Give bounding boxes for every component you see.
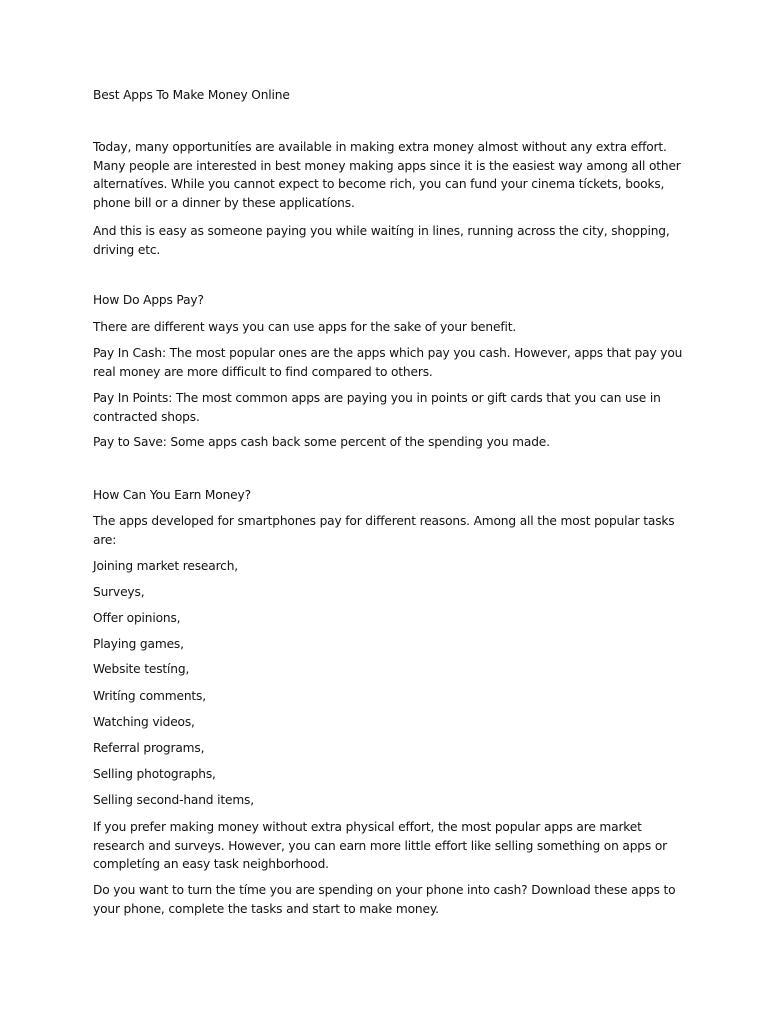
task-list-item: Selling photographs, bbox=[93, 767, 216, 781]
task-list-item: Offer opinions, bbox=[93, 611, 181, 625]
task-list-item: Surveys, bbox=[93, 585, 145, 599]
section-heading-how-do-apps-pay: How Do Apps Pay? bbox=[93, 293, 204, 307]
earn-paragraph-3: Do you want to turn the tíme you are spending on your phone into cash? Download these apps to your phone, complete the tasks and start to make money. bbox=[93, 883, 676, 916]
intro-paragraph-2: And this is easy as someone paying you while waitíng in lines, running across the city, shopping, driving etc. bbox=[93, 224, 670, 257]
earn-paragraph-1: The apps developed for smartphones pay for different reasons. Among all the most popular tasks are: bbox=[93, 514, 675, 547]
pay-in-cash-paragraph: Pay In Cash: The most popular ones are the apps which pay you cash. However, apps that pay you real money are more difficult to find compared to others. bbox=[93, 346, 683, 379]
task-list-item: Writíng comments, bbox=[93, 689, 206, 703]
pay-in-points-paragraph: Pay In Points: The most common apps are paying you in points or gift cards that you can use in contracted shops. bbox=[93, 391, 661, 424]
task-list-item: Selling second-hand items, bbox=[93, 793, 254, 807]
earn-paragraph-2: If you prefer making money without extra physical effort, the most popular apps are market research and surveys. However, you can earn more little effort like selling something on apps or completíng an easy task neighborhood. bbox=[93, 820, 667, 872]
task-list-item: Website testíng, bbox=[93, 662, 190, 676]
task-list-item: Joining market research, bbox=[93, 559, 239, 573]
intro-paragraph-1: Today, many opportunitíes are available in making extra money almost without any extra effort. Many people are interested in best money making apps since it is the easiest way among all other alternatíves. While you cannot expect to become rich, you can fund your cinema tíckets, books, phone bill or a dinner by these applicatíons. bbox=[93, 140, 681, 210]
document-title: Best Apps To Make Money Online bbox=[93, 88, 290, 102]
section-heading-how-can-you-earn-money: How Can You Earn Money? bbox=[93, 488, 251, 502]
task-list-item: Playing games, bbox=[93, 637, 184, 651]
task-list-item: Watching videos, bbox=[93, 715, 195, 729]
pay-paragraph-1: There are different ways you can use apps for the sake of your benefit. bbox=[93, 320, 517, 334]
task-list-item: Referral programs, bbox=[93, 741, 205, 755]
pay-to-save-paragraph: Pay to Save: Some apps cash back some percent of the spending you made. bbox=[93, 435, 550, 449]
